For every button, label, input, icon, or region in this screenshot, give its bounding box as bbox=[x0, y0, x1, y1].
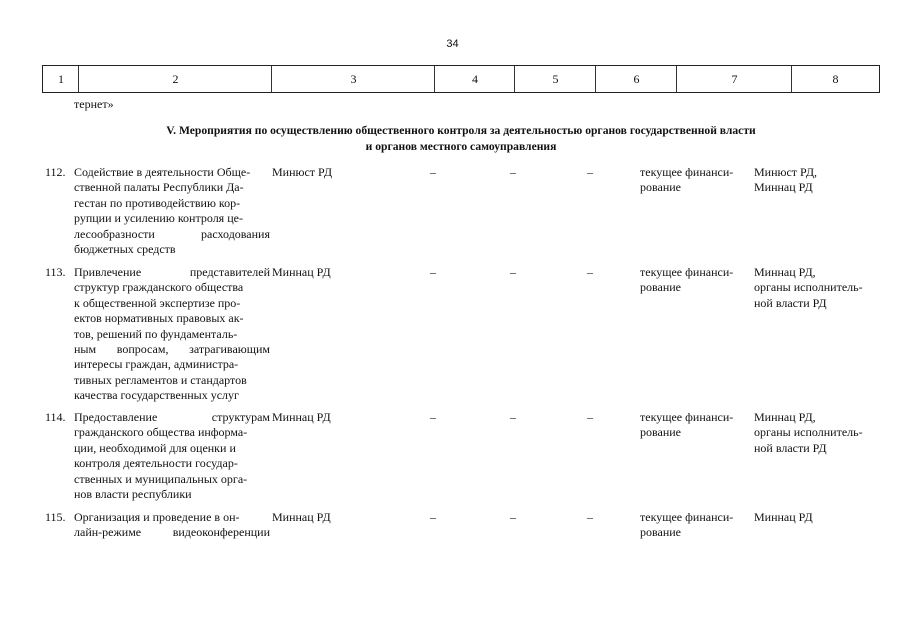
row-responsible: Миннац РД bbox=[272, 410, 331, 424]
executors-line: Миннац РД, bbox=[754, 410, 816, 424]
desc-line: интересы граждан, администра- bbox=[74, 357, 239, 372]
row-financing bbox=[640, 265, 748, 296]
desc-line: Содействие в деятельности Обще- bbox=[74, 165, 251, 179]
executors-line: ной власти РД bbox=[754, 295, 827, 310]
financing-line: текущее финанси- bbox=[640, 510, 734, 524]
row-financing bbox=[640, 510, 748, 541]
table-header bbox=[42, 65, 880, 93]
header-col-1: 1 bbox=[42, 66, 79, 92]
page-number: 34 bbox=[446, 38, 459, 50]
header-col-2: 2 bbox=[78, 66, 272, 92]
row-financing bbox=[640, 410, 748, 441]
row-responsible: Миннац РД bbox=[272, 265, 331, 279]
continuation-text: тернет» bbox=[74, 97, 114, 111]
executors-line: ной власти РД bbox=[754, 440, 827, 455]
financing-line: рование bbox=[640, 180, 682, 195]
financing-line: рование bbox=[640, 280, 682, 295]
header-col-4: 4 bbox=[434, 66, 515, 92]
financing-line: текущее финанси- bbox=[640, 165, 734, 179]
row-col6: – bbox=[587, 410, 593, 424]
desc-line: к общественной экспертизе про- bbox=[74, 295, 241, 310]
header-col-5: 5 bbox=[514, 66, 596, 92]
row-executors bbox=[754, 510, 879, 525]
row-financing bbox=[640, 165, 748, 196]
section-title-line-2: и органов местного самоуправления bbox=[365, 140, 557, 153]
row-col4: – bbox=[430, 410, 436, 424]
row-number: 112. bbox=[45, 165, 66, 179]
desc-line: ственной палаты Республики Да- bbox=[74, 180, 244, 195]
row-description bbox=[74, 510, 270, 541]
row-col5: – bbox=[510, 265, 516, 279]
row-number: 115. bbox=[45, 510, 66, 524]
desc-line: бюджетных средств bbox=[74, 242, 176, 257]
row-description bbox=[74, 410, 270, 502]
row-col5: – bbox=[510, 165, 516, 179]
row-responsible: Миннац РД bbox=[272, 510, 331, 524]
row-executors bbox=[754, 410, 879, 456]
desc-line: Предоставление структурам bbox=[74, 410, 270, 424]
financing-line: текущее финанси- bbox=[640, 265, 734, 279]
row-responsible: Минюст РД bbox=[272, 165, 333, 179]
desc-line: ственных и муниципальных орга- bbox=[74, 471, 248, 486]
executors-line: Миннац РД bbox=[754, 180, 813, 195]
executors-line: Миннац РД, bbox=[754, 265, 816, 279]
row-col6: – bbox=[587, 165, 593, 179]
executors-line: органы исполнитель- bbox=[754, 280, 863, 295]
row-description bbox=[74, 265, 270, 404]
financing-line: текущее финанси- bbox=[640, 410, 734, 424]
desc-line: ектов нормативных правовых ак- bbox=[74, 311, 244, 326]
desc-line: рупции и усилению контроля це- bbox=[74, 211, 243, 226]
desc-line: контроля деятельности государ- bbox=[74, 456, 238, 471]
row-col5: – bbox=[510, 410, 516, 424]
desc-line: тов, решений по фундаменталь- bbox=[74, 326, 238, 341]
executors-line: органы исполнитель- bbox=[754, 425, 863, 440]
row-col4: – bbox=[430, 510, 436, 524]
desc-line: лайн-режиме видеоконференции bbox=[74, 525, 270, 540]
desc-line: лесообразности расходования bbox=[74, 226, 270, 241]
desc-line: Привлечение представителей bbox=[74, 265, 270, 279]
header-col-6: 6 bbox=[595, 66, 677, 92]
desc-line: качества государственных услуг bbox=[74, 388, 239, 403]
desc-line: Организация и проведение в он- bbox=[74, 510, 240, 524]
row-executors bbox=[754, 165, 879, 196]
row-description bbox=[74, 165, 270, 257]
financing-line: рование bbox=[640, 525, 682, 540]
row-col6: – bbox=[587, 510, 593, 524]
desc-line: гестан по противодействию кор- bbox=[74, 195, 241, 210]
row-executors bbox=[754, 265, 879, 311]
row-number: 114. bbox=[45, 410, 66, 424]
header-col-7: 7 bbox=[676, 66, 792, 92]
row-col5: – bbox=[510, 510, 516, 524]
header-col-3: 3 bbox=[271, 66, 435, 92]
row-number: 113. bbox=[45, 265, 66, 279]
desc-line: ции, необходимой для оценки и bbox=[74, 440, 236, 455]
desc-line: ным вопросам, затрагивающим bbox=[74, 342, 270, 357]
desc-line: тивных регламентов и стандартов bbox=[74, 372, 247, 387]
desc-line: нов власти республики bbox=[74, 487, 192, 502]
row-col4: – bbox=[430, 165, 436, 179]
financing-line: рование bbox=[640, 425, 682, 440]
executors-line: Минюст РД, bbox=[754, 165, 818, 179]
desc-line: гражданского общества информа- bbox=[74, 425, 248, 440]
row-col4: – bbox=[430, 265, 436, 279]
desc-line: структур гражданского общества bbox=[74, 280, 244, 295]
row-col6: – bbox=[587, 265, 593, 279]
header-col-8: 8 bbox=[791, 66, 880, 92]
executors-line: Миннац РД bbox=[754, 510, 813, 524]
section-title bbox=[42, 123, 880, 155]
section-title-line-1: V. Мероприятия по осуществлению общественного контроля за деятельностью органов государственной власти bbox=[166, 124, 756, 137]
